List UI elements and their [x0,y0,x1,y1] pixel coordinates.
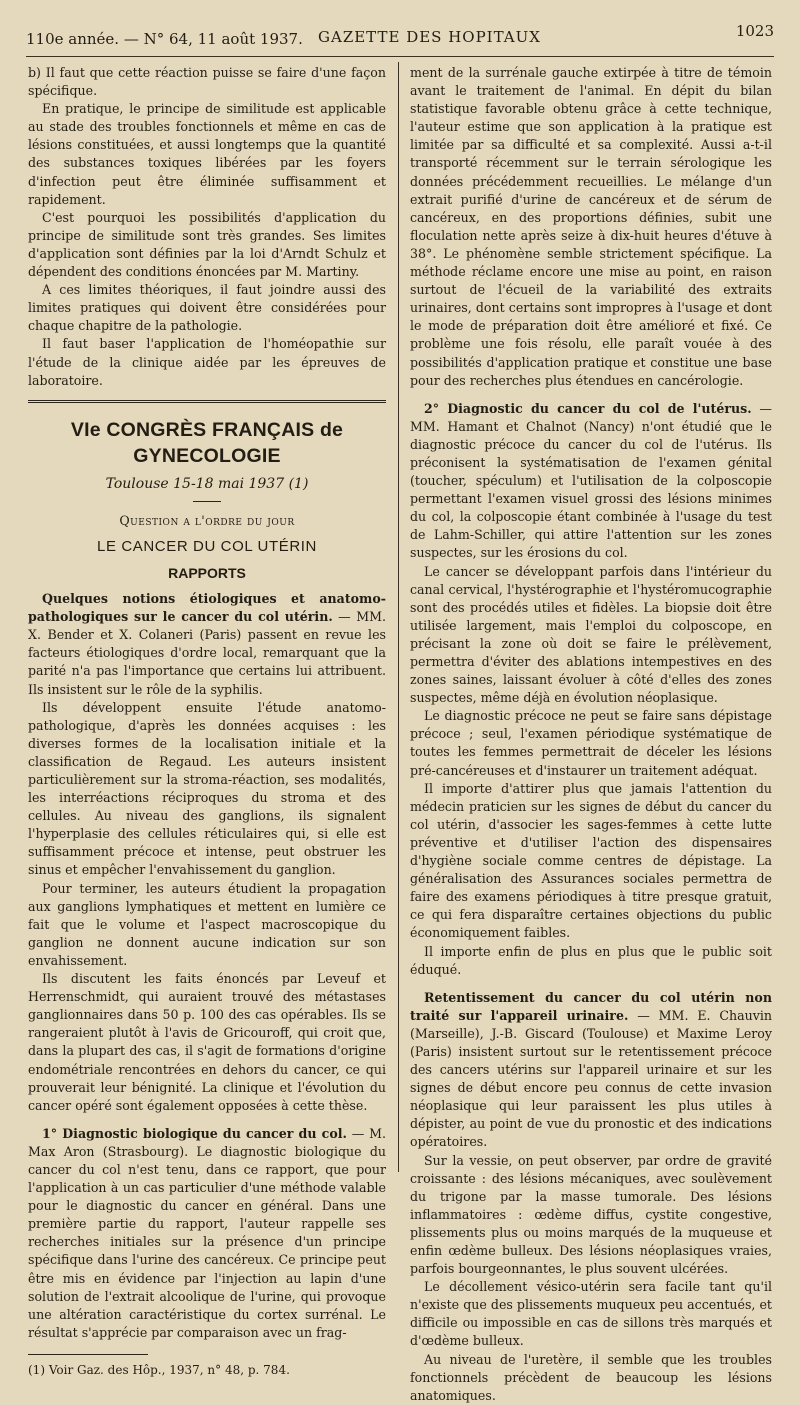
section-title: Quelques notions étiologiques et anatomo-pathologiques sur le cancer du col utérin. [28,591,386,625]
journal-title: GAZETTE DES HOPITAUX [318,28,541,46]
reports-heading: RAPPORTS [168,564,246,581]
section-text: — MM. X. Bender et X. Colaneri (Paris) passent en revue les facteurs étiologiques d'ordre local, remarquant que la parité n'a pas l'importance que certains lui attribuent. Ils insistent sur le rôle de la syphilis. [28,609,386,697]
paragraph: b) Il faut que cette réaction puisse se faire d'une façon spécifique. [28,65,386,99]
section-text: — MM. E. Chauvin (Marseille), J.-B. Giscard (Toulouse) et Maxime Leroy (Paris) insistent surtout sur le retentissement précoce des cancers utérins sur l'appareil urinaire et sur les signes de début encore peu connus de cette invasion néoplasique qui leur paraissent les plus utiles à dépister, au point de vue du pronostic et des indications opératoires. [410,1007,772,1150]
section-title: Retentissement du cancer du col utérin non traité sur l'appareil urinaire. [410,989,772,1023]
paragraph: Sur la vessie, on peut observer, par ordre de gravité croissante : des lésions mécaniques, avec soulèvement du trigone par la masse tumorale. Des lésions inflammatoires : œdème diffus, cystite congestive, plissements plus ou moins marqués de la muqueuse et enfin œdème bulleux. Des lésions néoplasiques vraies, parfois bourgeonnantes, le plus souvent ulcérées. [410,1152,772,1277]
topic-heading: LE CANCER DU COL UTÉRIN [97,537,317,555]
column-divider [398,62,399,1172]
section-paragraph [410,989,772,1152]
right-column [410,64,772,1405]
paragraph: Le diagnostic précoce ne peut se faire sans dépistage précoce ; seul, l'examen périodique systématique de toutes les femmes permettrait de déceler les lésions pré-cancéreuses et d'instaurer un traitement adéquat. [410,708,772,778]
congress-subtitle: Toulouse 15-18 mai 1937 (1) [105,475,309,492]
paragraph: Ils développent ensuite l'étude anatomo-pathologique, d'après les données acquises : les diverses formes de la localisation initiale et la classification de Regaud. Les auteurs insistent particulièrement sur la stroma-réaction, ses modalités, les interréactions réciproques du stroma et des cellules. Au niveau des ganglions, ils signalent l'hyperplasie des cellules réticulaires qui, si elle est suffisamment précoce et intense, peut obstruer les sinus et empêcher l'envahissement du ganglion. [28,699,386,878]
section-paragraph [410,400,772,563]
header-divider [26,56,774,57]
section-divider [28,400,386,403]
spacer [410,979,772,989]
page-header [26,22,774,48]
paragraph: Le cancer se développant parfois dans l'intérieur du canal cervical, l'hystérographie et l'hystéromucographie sont des procédés utiles et fidèles. La biopsie doit être utilisée largement, mais l'emploi du colposcope, en précisant la zone où doit se faire le prélèvement, permettra d'éviter des ablations intempestives en des zones saines, laissant évoluer à côté d'elles des zones suspectes, même déjà en évolution néoplasique. [410,563,772,706]
paragraph: Pour terminer, les auteurs étudient la propagation aux ganglions lymphatiques et mettent en lumière ce fait que le volume et l'aspect macroscopique du ganglion ne donnent aucune indication sur son envahissement. [28,880,386,968]
section-paragraph [28,590,386,699]
paragraph: Le décollement vésico-utérin sera facile tant qu'il n'existe que des plissements muqueux peu accentués, et difficile ou impossible en cas de sillons très marqués et d'œdème bulleux. [410,1279,772,1349]
paragraph: A ces limites théoriques, il faut joindre aussi des limites pratiques qui doivent être considérées pour chaque chapitre de la pathologie. [28,282,386,334]
spacer [28,1115,386,1125]
paragraph: Il faut baser l'application de l'homéopathie sur l'étude de la clinique aidée par les épreuves de laboratoire. [28,336,386,388]
paragraph: Il importe enfin de plus en plus que le public soit éduqué. [410,943,772,977]
question-heading: Question a l'ordre du jour [119,512,295,528]
paragraph: C'est pourquoi les possibilités d'application du principe de similitude sont très grandes. Ses limites d'application sont définies par la loi d'Arndt Schulz et dépendent des conditions énoncées par M. Martiny. [28,209,386,280]
ornament-rule [193,501,221,502]
paragraph: En pratique, le principe de similitude est applicable au stade des troubles fonctionnels et même en cas de lésions constituées, et aussi longtemps que la quantité des substances toxiques libérées par les foyers d'infection peut être éliminée suffisamment et rapidement. [28,101,386,207]
section-text: — MM. Hamant et Chalnot (Nancy) n'ont étudié que le diagnostic précoce du cancer du col de l'utérus. Ils préconisent la systématisation de l'examen génital (toucher, spéculum) et l'utilisation de la colposcopie permettant l'examen visuel grossi des lésions minimes du col, la colposcopie étant combinée à l'usage du test de Lahm-Schiller, qui attire l'attention sur les zones suspectes, sur les érosions du col. [410,400,772,561]
paragraph: Au niveau de l'uretère, il semble que les troubles fonctionnels précèdent de beaucoup les lésions anatomiques. [410,1351,772,1403]
congress-title: VIe CONGRÈS FRANÇAIS de GYNECOLOGIE [70,418,344,467]
issue-info: 110e année. — N° 64, 11 août 1937. [26,30,303,48]
footnote-divider [28,1354,148,1355]
footnote: (1) Voir Gaz. des Hôp., 1937, n° 48, p. 784. [28,1362,290,1377]
section-text: — M. Max Aron (Strasbourg). Le diagnostic biologique du cancer du col n'est tenu, dans ce rapport, que pour l'application à un cas particulier d'une méthode valable pour le diagnostic du cancer en général. Dans une première partie du rapport, l'auteur rappelle ses recherches initiales sur la présence d'un principe spécifique dans l'urine des cancéreux. Ce principe peut être mis en évidence par l'injection au lapin d'une solution de l'extrait alcoolique de l'urine, qui provoque une altération caractéristique du cortex surrénal. Le résultat s'apprécie par comparaison avec un frag- [28,1125,387,1340]
section-title: 1° Diagnostic biologique du cancer du col. [42,1125,347,1141]
section-title: 2° Diagnostic du cancer du col de l'utérus. [424,400,752,416]
section-paragraph [28,1125,386,1342]
left-column [28,64,386,1379]
paragraph: Il importe d'attirer plus que jamais l'attention du médecin praticien sur les signes de début du cancer du col utérin, d'associer les sages-femmes à cette lutte préventive et d'utiliser l'action des dispensaires d'hygiène sociale comme centres de dépistage. La généralisation des Assurances sociales permettra de faire des examens périodiques à titre presque gratuit, ce qui fera disparaître certaines objections du public économiquement faibles. [410,780,772,941]
paragraph: Ils discutent les faits énoncés par Leveuf et Herrenschmidt, qui auraient trouvé des métastases ganglionnaires dans 50 p. 100 des cas opérables. Ils se rangeraient plutôt à l'avis de Gricouroff, qui croit que, dans la plupart des cas, il s'agit de formations d'origine endométriale rencontrées en dehors du cancer, ce qui prouverait leur bénignité. La clinique et l'évolution du cancer opéré sont également opposées à cette thèse. [28,971,386,1113]
page-number: 1023 [735,22,774,40]
spacer [410,390,772,400]
paragraph: ment de la surrénale gauche extirpée à titre de témoin avant le traitement de l'animal. En dépit du bilan statistique favorable obtenu grâce à cette technique, l'auteur estime que son application à la pratique est limitée par sa difficulté et sa complexité. Aussi a-t-il transporté récemment sur le terrain sérologique les données précédemment recueillies. Le mélange d'un extrait purifié d'urine de cancéreux et de sérum de cancéreux, en des proportions définies, subit une floculation nette après seize à dix-huit heures d'étuve à 38°. Le phénomène semble strictement spécifique. La méthode réclame encore une mise au point, en raison surtout de l'écueil de la variabilité des extraits urinaires, dont certains sont impropres à l'usage et dont le mode de préparation doit être amélioré et fixé. Ce problème une fois résolu, elle paraît vouée à des possibilités d'application pratique et constitue une base pour des recherches plus étendues en cancérologie. [410,65,772,388]
